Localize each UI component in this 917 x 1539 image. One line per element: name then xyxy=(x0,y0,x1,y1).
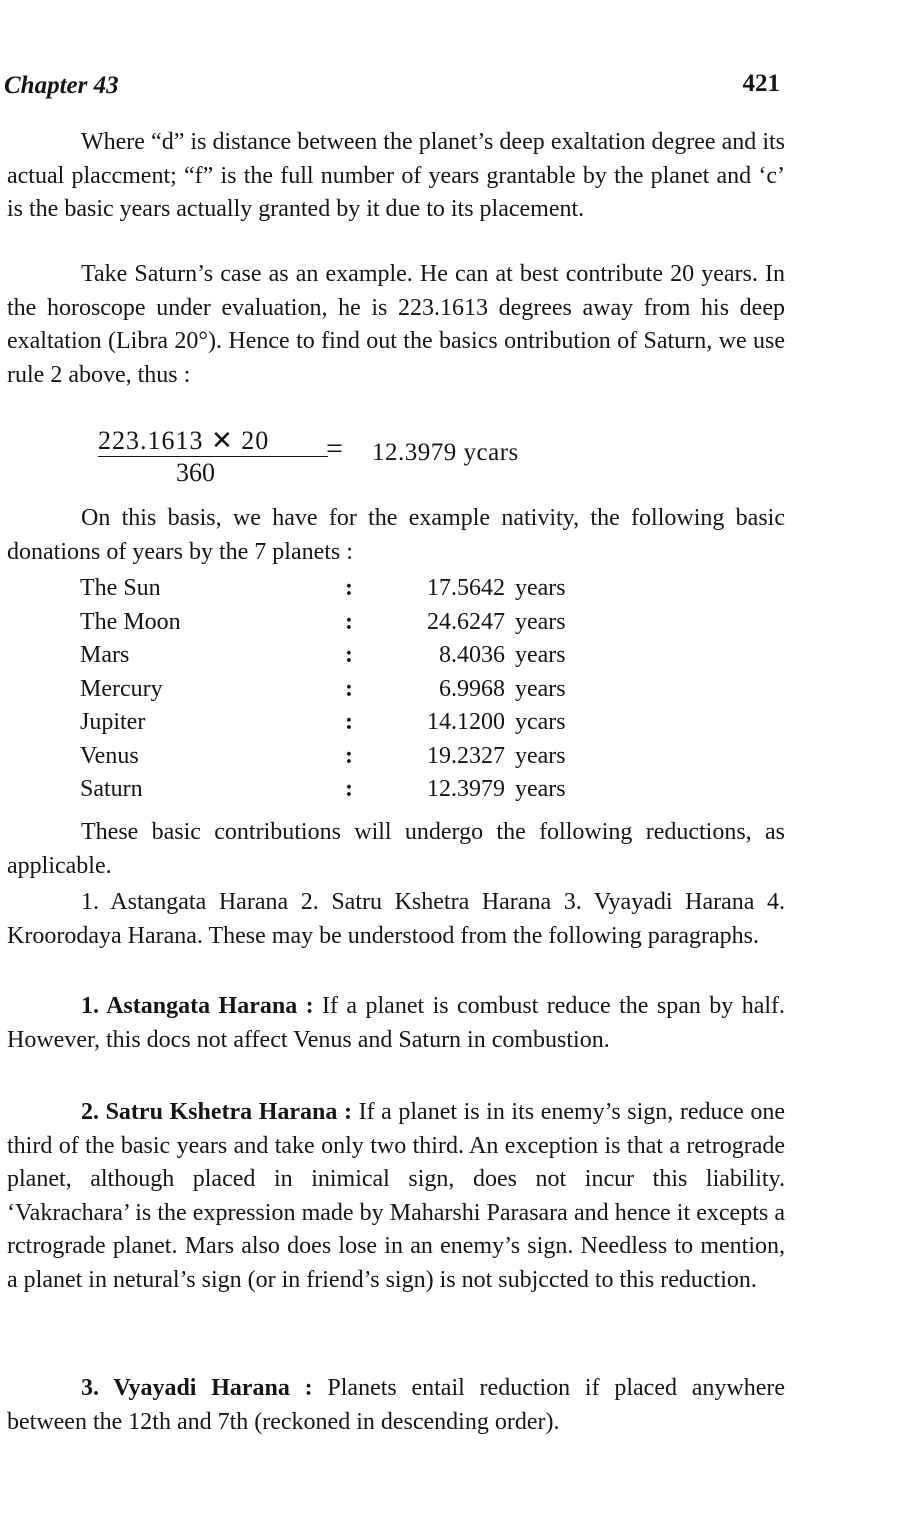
planet-years-unit: ycars xyxy=(515,709,566,735)
planet-years-value: 6.9968 xyxy=(439,675,505,702)
formula-result: 12.3979 ycars xyxy=(372,439,519,466)
section-text: Planets entail reduction if placed anywhere between the 12th and 7th (reckoned in descending order). xyxy=(7,1375,786,1435)
section-heading: 2. Satru Kshetra Harana : xyxy=(81,1099,352,1125)
table-row xyxy=(80,606,600,640)
planet-name: The Moon xyxy=(80,608,181,635)
section-vyayadi-harana xyxy=(7,1372,785,1439)
table-row xyxy=(80,639,600,673)
planet-years-unit: years xyxy=(515,608,566,635)
section-text: If a planet is in its enemy’s sign, reduce one third of the basic years and take only two third. An exception is that a retrograde planet, although placed in inimical sign, does not incur this liability. ‘Vakrachara’ is the expression made by Maharshi Parasara and hence it excepts a rctrograde planet. Mars also does lose in an enemy’s sign. Needless to mention, a planet in netural’s sign (or in friend’s sign) is not subjccted to this reduction. xyxy=(7,1099,786,1293)
planet-years-unit: years xyxy=(515,675,566,702)
basis-paragraph xyxy=(7,502,785,569)
table-row xyxy=(80,706,600,740)
list-text: 1. Astangata Harana 2. Satru Kshetra Harana 3. Vyayadi Harana 4. Kroorodaya Harana. These may be understood from the following paragraphs. xyxy=(7,889,785,949)
section-satru-kshetra-harana xyxy=(7,1096,785,1297)
table-row xyxy=(80,572,600,606)
reductions-paragraph xyxy=(7,816,785,883)
separator: : xyxy=(345,742,353,769)
planet-name: Venus xyxy=(80,742,139,769)
example-text: Take Saturn’s case as an example. He can at best contribute 20 years. In the horoscope under evaluation, he is 223.1613 degrees away from his deep exaltation (Libra 20°). Hence to find out the basics ontribution of Saturn, we use rule 2 above, thus : xyxy=(7,261,785,388)
section-heading: 1. Astangata Harana : xyxy=(81,993,314,1019)
separator: : xyxy=(345,709,353,735)
separator: : xyxy=(345,675,353,702)
planet-years-unit: years xyxy=(515,642,566,668)
planet-name: Mercury xyxy=(80,675,163,702)
separator: : xyxy=(345,776,353,802)
planet-name: Jupiter xyxy=(80,709,146,735)
planet-name: Mars xyxy=(80,642,130,668)
formula-numerator: 223.1613 ✕ 20 xyxy=(98,426,270,455)
table-row xyxy=(80,673,600,707)
separator: : xyxy=(345,608,353,635)
page-header xyxy=(4,72,780,106)
planet-years-value: 8.4036 xyxy=(439,642,505,668)
chapter-title: Chapter 43 xyxy=(4,72,119,99)
formula-denominator: 360 xyxy=(176,458,215,487)
saturn-formula xyxy=(88,424,588,494)
planet-years-value: 14.1200 xyxy=(427,709,505,735)
planet-years-unit: years xyxy=(515,575,566,601)
separator: : xyxy=(345,642,353,668)
planet-years-unit: years xyxy=(515,742,566,769)
planet-years-value: 24.6247 xyxy=(427,608,505,635)
planet-name: Saturn xyxy=(80,776,143,802)
planet-years-value: 17.5642 xyxy=(427,575,505,601)
example-paragraph xyxy=(7,258,785,392)
planet-years-table xyxy=(80,572,600,807)
intro-text: Where “d” is distance between the planet’s deep exaltation degree and its actual placcment; “f” is the full number of years grantable by the planet and ‘c’ is the basic years actually granted by it due to its placement. xyxy=(7,129,785,222)
table-row xyxy=(80,773,600,807)
reductions-text: These basic contributions will undergo the following reductions, as applicable. xyxy=(7,819,785,879)
table-row xyxy=(80,740,600,774)
planet-years-unit: years xyxy=(515,776,566,802)
separator: : xyxy=(345,575,353,601)
basis-text: On this basis, we have for the example nativity, the following basic donations of years by the 7 planets : xyxy=(7,505,785,565)
planet-years-value: 19.2327 xyxy=(427,742,505,769)
fraction-line xyxy=(98,456,328,457)
section-text: If a planet is combust reduce the span by half. However, this docs not affect Venus and Saturn in combustion. xyxy=(7,993,786,1053)
planet-years-value: 12.3979 xyxy=(427,776,505,802)
section-heading: 3. Vyayadi Harana : xyxy=(81,1375,313,1401)
page-number: 421 xyxy=(742,70,780,97)
section-astangata-harana xyxy=(7,990,785,1057)
planet-name: The Sun xyxy=(80,575,161,601)
formula-equals: = xyxy=(326,432,343,465)
list-paragraph xyxy=(7,886,785,953)
intro-paragraph xyxy=(7,126,785,227)
